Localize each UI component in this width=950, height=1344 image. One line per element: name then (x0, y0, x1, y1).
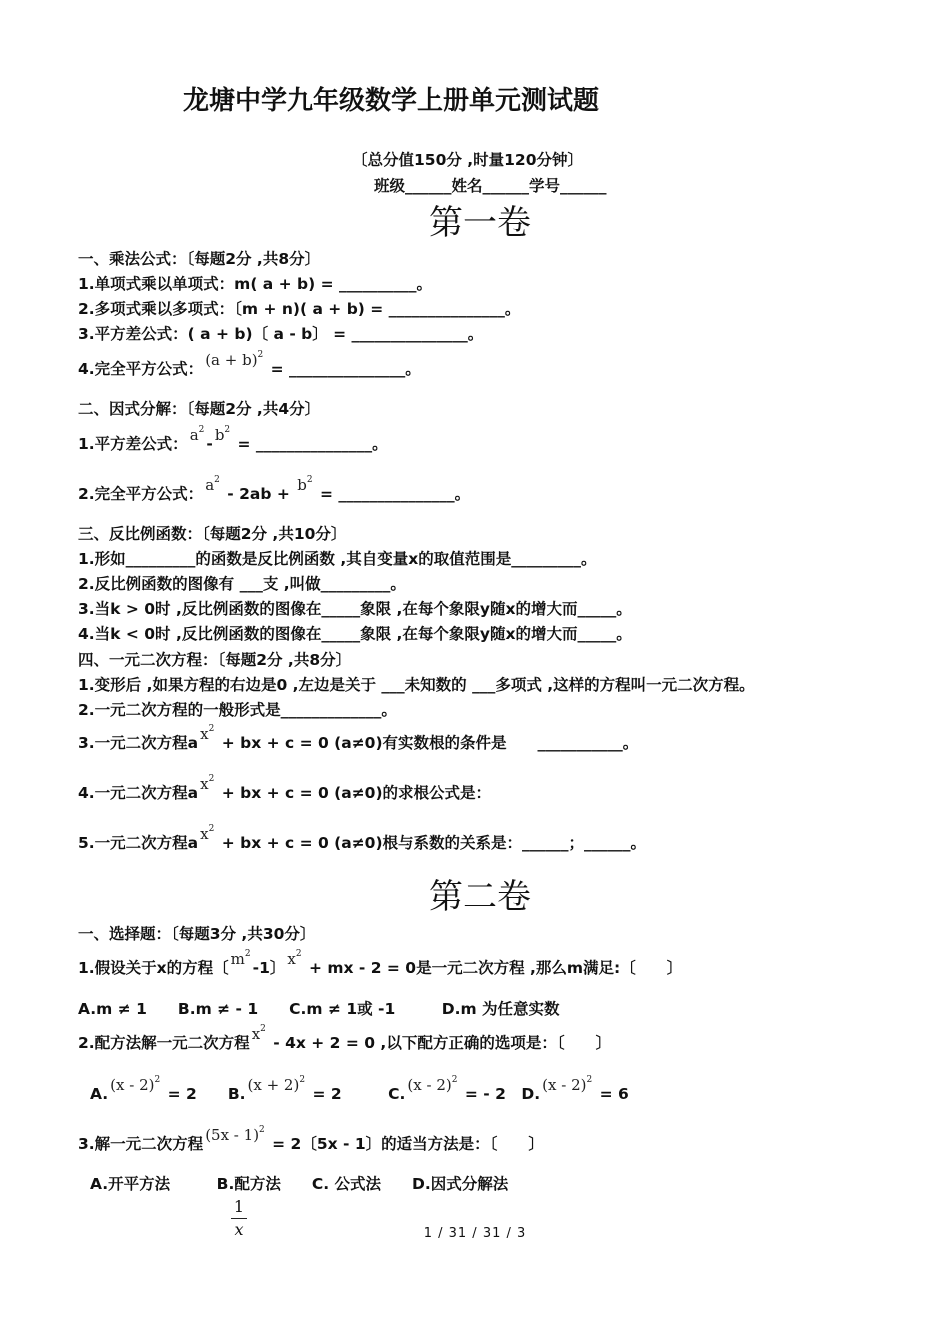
section-title: 一、乘法公式：〔每题2分 ,共8分〕 (78, 250, 321, 268)
question-text: - 4x + 2 = 0 ,以下配方正确的选项是：〔 〕 (267, 1034, 612, 1052)
page-title: 龙塘中学九年级数学上册单元测试题 (183, 86, 600, 116)
math-expression: $a^2$ (189, 425, 205, 444)
question-text: + bx + c = 0 (a≠0)有实数根的条件是 ___________。 (216, 734, 639, 752)
question-text: = 2〔5x - 1〕的适当方法是：〔 〕 (266, 1135, 544, 1153)
section-title: 二、因式分解：〔每题2分 ,共4分〕 (78, 400, 321, 418)
math-expression: $x^2$ (287, 949, 302, 968)
section-title: 四、一元二次方程：〔每题2分 ,共8分〕 (78, 651, 352, 669)
question: 3.平方差公式：( a + b)〔 a - b〕 = _______________。 (78, 325, 484, 343)
question: 1.形如_________的函数是反比例函数 ,其自变量x的取值范围是_________。 (78, 550, 597, 568)
fraction-one-over-x: 1 x (231, 1197, 247, 1240)
option-a: A. (x - 2)$^2$ = 2 (90, 1075, 197, 1103)
question (78, 475, 471, 504)
question (78, 1125, 544, 1154)
math-expression: $(a + b)^2$ (205, 350, 264, 369)
question-text: + mx - 2 = 0是一元二次方程 ,那么m满足:〔 〕 (303, 959, 683, 977)
question-text: = _______________。 (314, 485, 471, 503)
question: 1.变形后 ,如果方程的右边是0 ,左边是关于 ___未知数的 ___多项式 ,这样的方程叫一元二次方程。 (78, 676, 755, 694)
answer-options (90, 1075, 629, 1104)
question-text: 3.解一元二次方程 (78, 1135, 204, 1153)
vol1-heading: 第一卷 (429, 203, 531, 243)
question-text: 2.完全平方公式： (78, 485, 204, 503)
answer-options: A.开平方法 B.配方法 C. 公式法 D.因式分解法 (90, 1175, 509, 1193)
question (78, 350, 421, 379)
question-text: -1〕 (252, 959, 286, 977)
question-text: - 2ab + (221, 485, 296, 503)
option-b: B. $(x + 2)^2 = 2$ (227, 1075, 342, 1103)
question-text: = _______________。 (232, 435, 388, 453)
question: 1.单项式乘以单项式：m( a + b) = __________。 (78, 275, 433, 293)
question-text: 3.一元二次方程a (78, 734, 199, 752)
math-expression: (5x - 1)$^2$ (205, 1125, 265, 1144)
math-expression: $x^2$ (200, 824, 215, 843)
question-text: 4.完全平方公式： (78, 360, 204, 378)
question (78, 724, 639, 753)
answer-options: A.m ≠ 1 B.m ≠ - 1 C.m ≠ 1或 -1 D.m 为任意实数 (78, 1000, 560, 1018)
question: 4.当k < 0时 ,反比例函数的图像在_____象限 ,在每个象限y随x的增大而_____。 (78, 625, 632, 643)
math-expression: $m^2$ (230, 949, 251, 968)
math-expression: $x^2$ (251, 1024, 266, 1043)
question-text: 4.一元二次方程a (78, 784, 199, 802)
question: 2.多项式乘以多项式：〔m + n)( a + b) = _______________。 (78, 300, 521, 318)
question-text: 1.平方差公式： (78, 435, 188, 453)
math-expression: $x^2$ (200, 724, 215, 743)
math-expression: $b^2$ (214, 425, 231, 444)
question-text: + bx + c = 0 (a≠0)根与系数的关系是：______；______。 (216, 834, 647, 852)
math-expression: $a^2$ (205, 475, 220, 494)
option-c: C. (x - 2)$^2$ = - 2 (388, 1075, 506, 1103)
section-title: 三、反比例函数：〔每题2分 ,共10分〕 (78, 525, 347, 543)
question: 2.一元二次方程的一般形式是_____________。 (78, 701, 397, 719)
question (78, 949, 683, 978)
student-info: 班级______姓名______学号______ (374, 177, 607, 195)
option-d: D. (x - 2)$^2$ = 6 (521, 1075, 629, 1103)
question-text: 1.假设关于x的方程〔 (78, 959, 229, 977)
question: 2.反比例函数的图像有 ___支 ,叫做_________。 (78, 575, 406, 593)
math-expression: $x^2$ (200, 774, 215, 793)
vol2-heading: 第二卷 (429, 877, 531, 917)
math-expression: $b^2$ (297, 475, 313, 494)
question-text: 5.一元二次方程a (78, 834, 199, 852)
question (78, 824, 647, 853)
section-title: 一、选择题：〔每题3分 ,共30分〕 (78, 925, 316, 943)
page-number: 1 / 31 / 31 / 3 (423, 1226, 527, 1241)
question (78, 774, 492, 803)
question: 3.当k > 0时 ,反比例函数的图像在_____象限 ,在每个象限y随x的增大而_____。 (78, 600, 632, 618)
question-text: + bx + c = 0 (a≠0)的求根公式是： (216, 784, 492, 802)
question-text: = _______________。 (265, 360, 421, 378)
question-text: 2.配方法解一元二次方程 (78, 1034, 250, 1052)
question: 1.平方差公式： $a^2-$ $b^2$ = _______________。 (78, 425, 388, 453)
question (78, 1024, 612, 1053)
score-time-info: 〔总分值150分 ,时量120分钟〕 (352, 151, 583, 169)
